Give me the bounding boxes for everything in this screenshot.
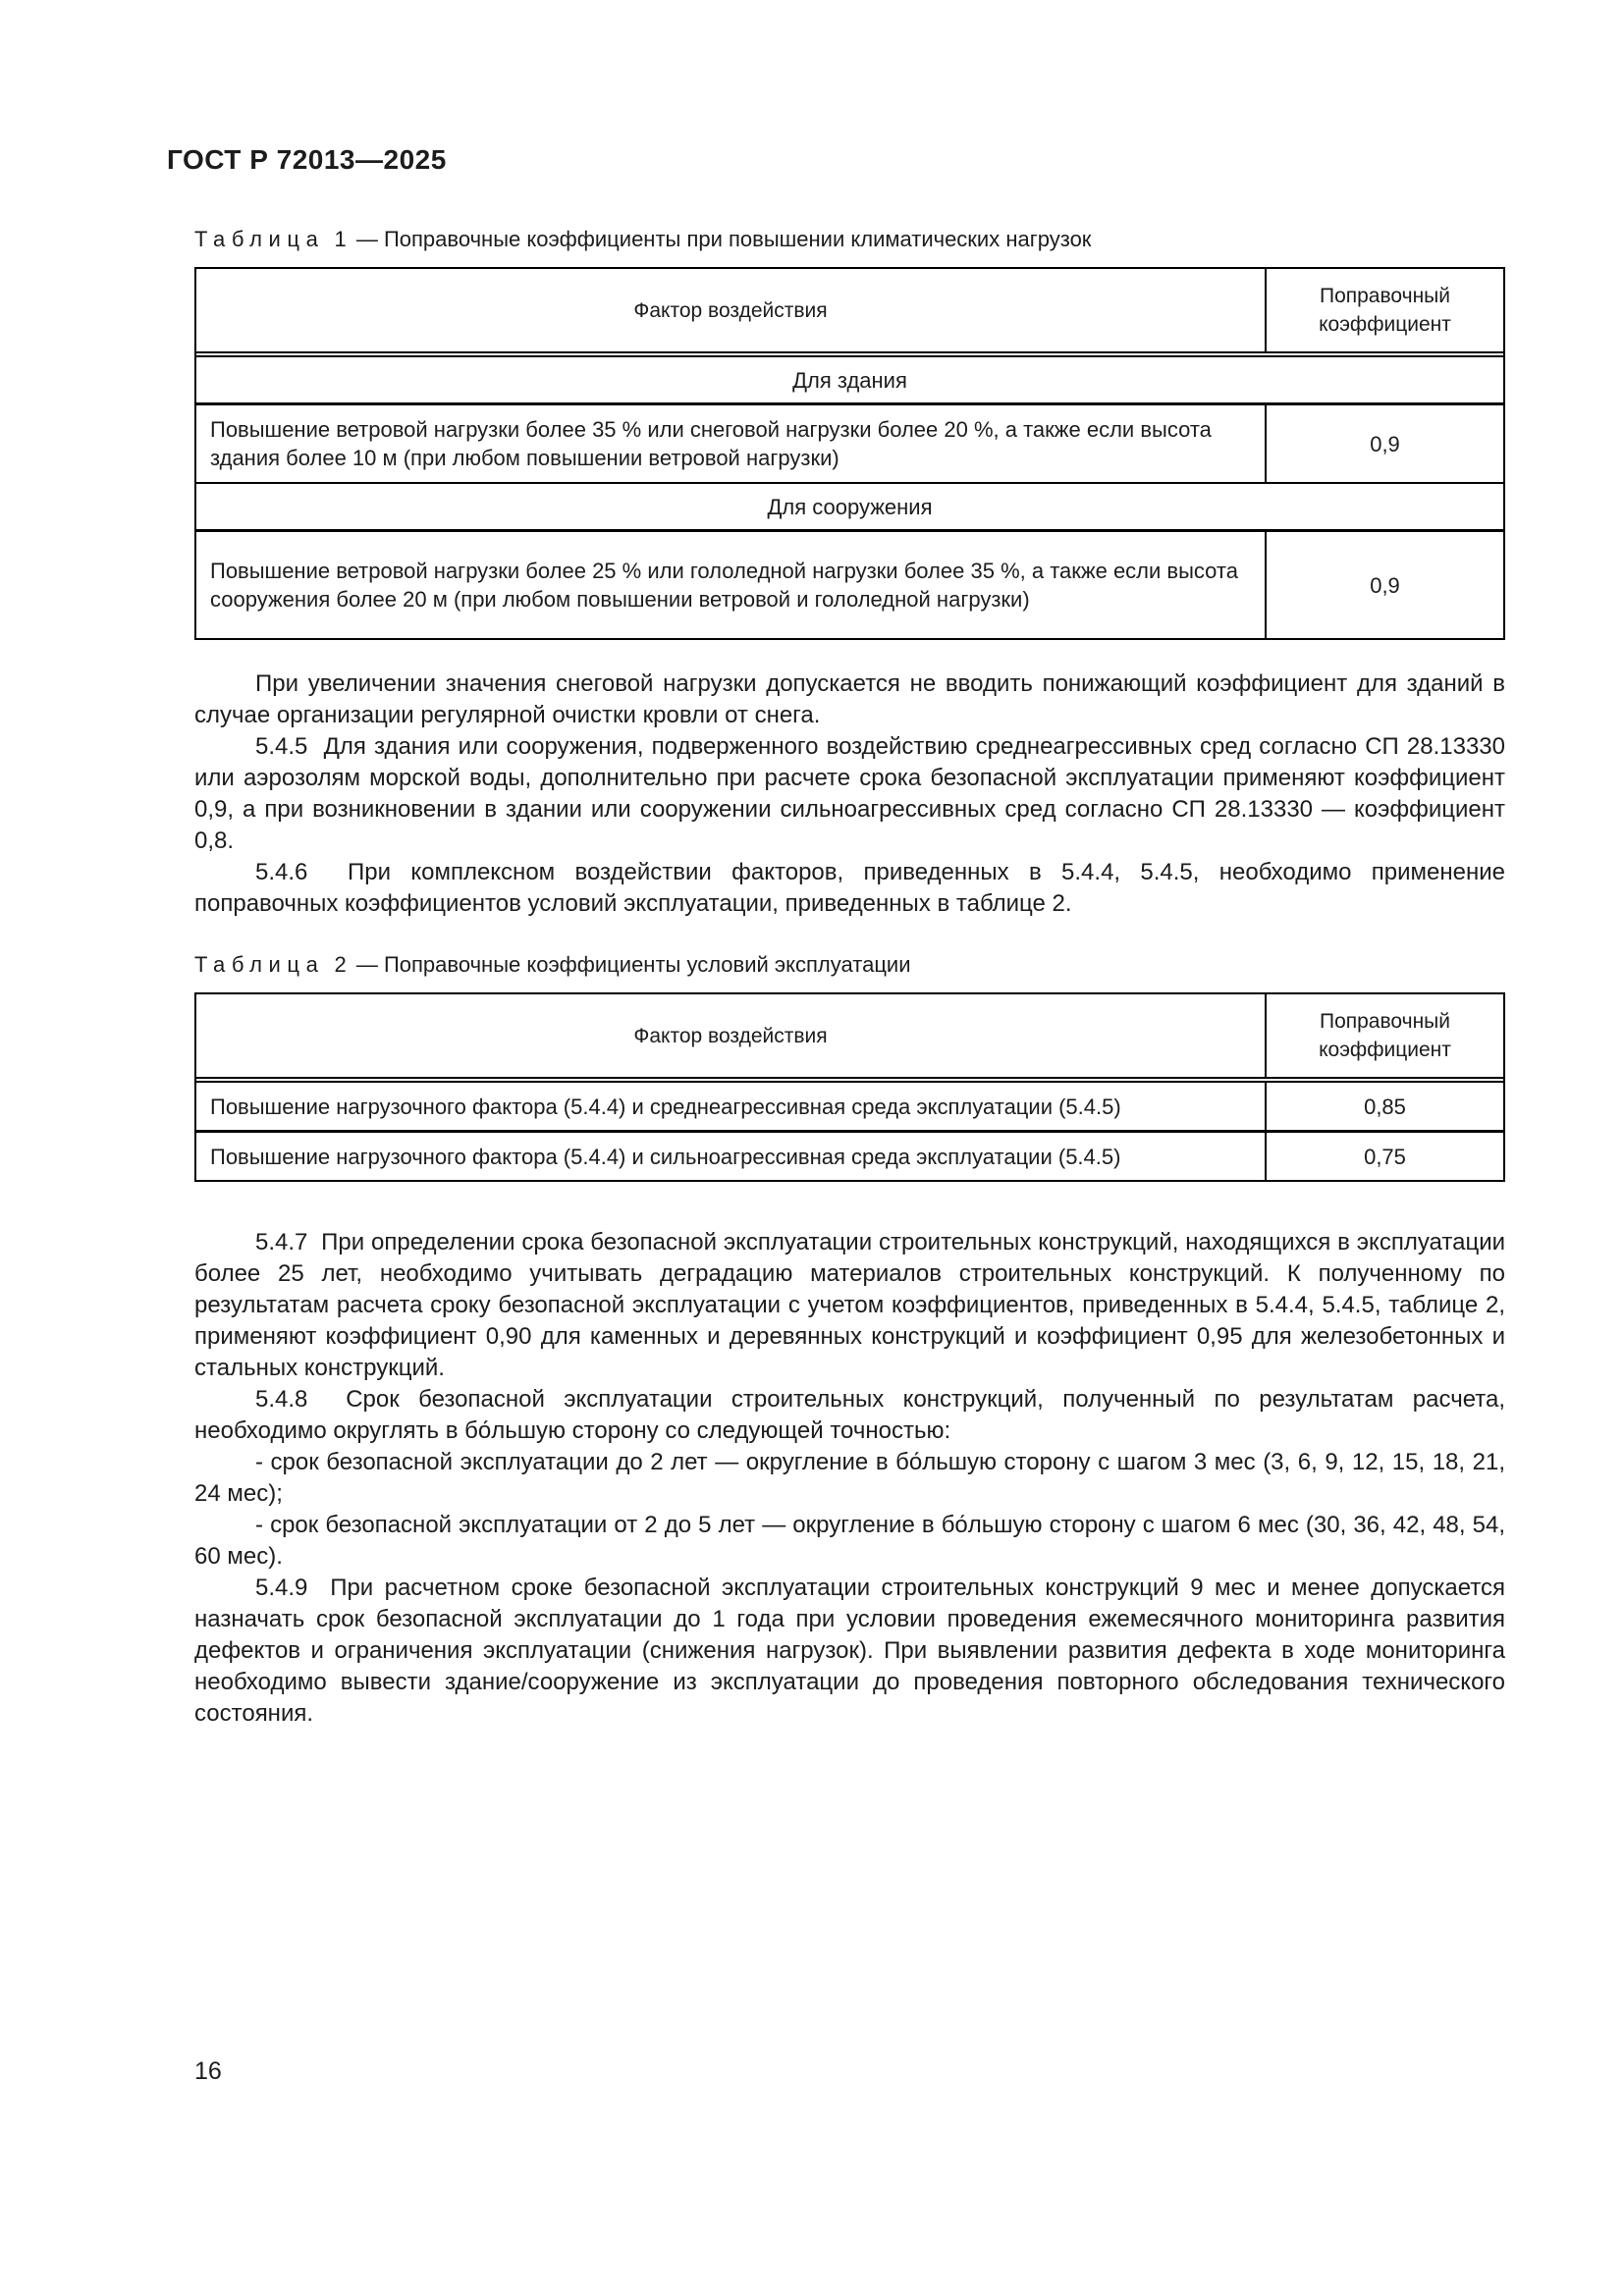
paragraph-5-4-5: 5.4.5 Для здания или сооружения, подверженного воздействию среднеагрессивных сред согласно СП 28.13330 или аэрозолям морской воды, дополнительно при расчете срока безопасной эксплуатации применяют коэффициент 0,9, а при возникновении в здании или сооружении сильноагрессивных сред согласно СП 28.13330 — коэффициент 0,8. [194,733,1505,854]
paragraph-5-4-8: 5.4.8 Срок безопасной эксплуатации строительных конструкций, полученный по результатам расчета, необходимо округлять в бо́льшую сторону со следующей точностью: [194,1386,1505,1444]
table2-row-medium-factor: Повышение нагрузочного фактора (5.4.4) и среднеагрессивная среда эксплуатации (5.4.5) [196,1083,1267,1130]
paragraph-5-4-7: 5.4.7 При определении срока безопасной эксплуатации строительных конструкций, находящихся в эксплуатации более 25 лет, необходимо учитывать деградацию материалов строительных конструкций. К полученному по результатам расчета сроку безопасной эксплуатации с учетом коэффициентов, приведенных в 5.4.4, 5.4.5, таблице 2, применяют коэффициент 0,90 для каменных и деревянных конструкций и коэффициент 0,95 для железобетонных и стальных конструкций. [194,1229,1505,1381]
table1-caption-label: Таблица [194,227,325,251]
table1-row-structure [196,532,1503,638]
table2-row-medium-coef: 0,85 [1364,1094,1406,1119]
paragraph-5-4-9: 5.4.9 При расчетном сроке безопасной эксплуатации строительных конструкций 9 мес и менее допускается назначать срок безопасной эксплуатации до 1 года при условии проведения ежемесячного мониторинга развития дефектов и ограничения эксплуатации (снижения нагрузок). При выявлении развития дефекта в ходе мониторинга необходимо вывести здание/сооружение из эксплуатации до проведения повторного обследования технического состояния. [194,1575,1505,1727]
table1-header-row [196,269,1503,357]
paragraph-snow-load: При увеличении значения снеговой нагрузки допускается не вводить понижающий коэффициент для зданий в случае организации регулярной очистки кровли от снега. [194,670,1505,728]
table2-caption-label: Таблица [194,952,325,977]
section-5-4-block-1 [194,668,1505,920]
table2-caption-text: — Поправочные коэффициенты условий эксплуатации [355,952,911,977]
table1-row-building-factor: Повышение ветровой нагрузки более 35 % или снеговой нагрузки более 20 %, а также если высота здания более 10 м (при любом повышении ветровой нагрузки) [196,405,1267,482]
table2-row-strong-coef: 0,75 [1364,1144,1406,1169]
table1 [194,267,1505,640]
table2-row-strong-factor: Повышение нагрузочного фактора (5.4.4) и сильноагрессивная среда эксплуатации (5.4.5) [196,1133,1267,1180]
table2-row-medium-aggressive [196,1083,1503,1133]
table1-caption [194,225,1505,254]
document-header: ГОСТ Р 72013—2025 [167,144,447,175]
paragraph-5-4-6: 5.4.6 При комплексном воздействии факторов, приведенных в 5.4.4, 5.4.5, необходимо применение поправочных коэффициентов условий эксплуатации, приведенных в таблице 2. [194,859,1505,917]
table2-header-coef: Поправочный коэффициент [1319,1010,1451,1061]
table2-row-strong-aggressive [196,1133,1503,1180]
table1-caption-number: 1 [334,227,347,251]
table1-section-structure: Для сооружения [196,484,1503,532]
table1-header-coef: Поправочный коэффициент [1319,285,1451,336]
table1-caption-text: — Поправочные коэффициенты при повышении климатических нагрузок [355,227,1092,251]
table1-section-building: Для здания [196,357,1503,405]
table1-header-factor: Фактор воздействия [196,269,1267,351]
table2-caption-number: 2 [334,952,347,977]
page-number: 16 [194,2057,222,2085]
table1-row-building-coef: 0,9 [1370,431,1400,456]
table2-header-factor: Фактор воздействия [196,994,1267,1077]
table2-caption [194,950,1505,980]
table2 [194,992,1505,1182]
table1-row-building [196,405,1503,484]
table1-row-structure-factor: Повышение ветровой нагрузки более 25 % или гололедной нагрузки более 35 %, а также если высота сооружения более 20 м (при любом повышении ветровой и гололедной нагрузки) [196,532,1267,638]
table2-header-row [196,994,1503,1083]
section-5-4-block-2 [194,1227,1505,1730]
table1-row-structure-coef: 0,9 [1370,572,1400,598]
list-item-2-to-5-years: - срок безопасной эксплуатации от 2 до 5 лет — округление в бо́льшую сторону с шагом 6 мес (30, 36, 42, 48, 54, 60 мес). [194,1512,1505,1570]
list-item-up-to-2-years: - срок безопасной эксплуатации до 2 лет — округление в бо́льшую сторону с шагом 3 мес (3, 6, 9, 12, 15, 18, 21, 24 мес); [194,1449,1505,1507]
